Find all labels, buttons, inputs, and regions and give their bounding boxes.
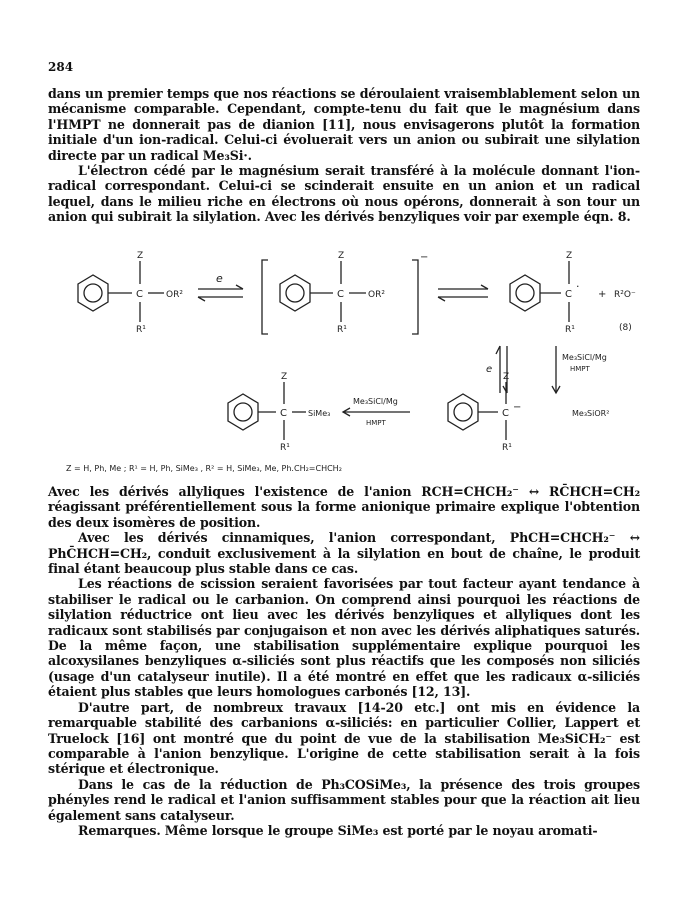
aromatic-circle-3 xyxy=(516,284,534,302)
carbon-label: C xyxy=(280,408,287,419)
solvent-label: HMPT xyxy=(570,365,590,373)
equation-number: (8) xyxy=(619,323,632,333)
bottom-text xyxy=(48,484,640,838)
paragraph: Dans le cas de la réduction de Ph₃COSiMe₃, la présence des trois groupes phényles rend le radical et l'anion suffisamment stables pour que la réaction ait lieu également sans catalyseur. xyxy=(48,776,640,823)
benzene-ring-1 xyxy=(78,275,108,311)
z-label: Z xyxy=(566,251,573,261)
carbon-label: C xyxy=(565,289,572,300)
me3sior2-label: Me₃SiOR² xyxy=(572,409,610,418)
aromatic-circle-5 xyxy=(234,403,252,421)
paragraph: Avec les dérivés allyliques l'existence de l'anion RCH=CHCH₂⁻ ↔ RC̄HCH=CH₂ réagissant préférentiellement sous la forme anionique primaire explique l'obtention des deux isomères de position. xyxy=(48,484,640,530)
aromatic-circle-4 xyxy=(454,403,472,421)
carbon-label: C xyxy=(337,289,344,300)
benzene-ring-3 xyxy=(510,275,540,311)
reaction-scheme xyxy=(48,248,648,478)
r1-label: R¹ xyxy=(136,325,146,335)
paragraph: L'électron cédé par le magnésium serait transféré à la molécule donnant l'ion-radical correspondant. Celui-ci se scinderait ensuite en un anion et un radical lequel, dans le milieu riche en électrons où nous opérons, donnerait à son tour un anion qui subirait la silylation. Avec les dérivés benzyliques voir par exemple éqn. 8. xyxy=(48,163,640,225)
carbon-label: C xyxy=(502,408,509,419)
paragraph: Remarques. Même lorsque le groupe SiMe₃ est porté par le noyau aromati- xyxy=(78,822,598,838)
or2-label: OR² xyxy=(368,290,385,300)
z-label: Z xyxy=(281,372,288,382)
page-number: 284 xyxy=(48,60,74,74)
top-text xyxy=(48,86,640,225)
paragraph: Les réactions de scission seraient favorisées par tout facteur ayant tendance à stabiliser le radical ou le carbanion. On comprend ainsi pourquoi les réactions de silylation réductrice ont lieu avec les dérivés benzyliques et allyliques dont les radicaux sont stabilisés par conjugaison et non avec les dérivés aliphatiques saturés. De la même façon, une stabilisation supplémentaire explique pourquoi les alcoxysilanes benzyliques α-siliciés sont plus réactifs que les composés non siliciés (usage d'un catalyseur inutile). Il a été montré en effet que les radicaux α-siliciés étaient plus stables que leurs homologues carbonés [12, 13]. xyxy=(48,576,640,700)
reagent-label: Me₃SiCl/Mg xyxy=(562,353,607,362)
paragraph: Avec les dérivés cinnamiques, l'anion correspondant, PhCH=CHCH₂⁻ ↔ PhC̄HCH=CH₂, conduit exclusivement à la silylation en bout de chaîne, le produit final étant beaucoup plus stable dans ce cas. xyxy=(48,530,640,577)
r1-label: R¹ xyxy=(565,325,575,335)
benzene-ring-5 xyxy=(228,394,258,430)
r1-label: R¹ xyxy=(502,443,512,453)
r1-label: R¹ xyxy=(337,325,347,335)
radical-dot: · xyxy=(576,280,580,293)
benzene-ring-2 xyxy=(280,275,310,311)
electron-label: e xyxy=(216,272,223,285)
z-label: Z xyxy=(503,372,510,382)
z-label: Z xyxy=(137,251,144,261)
radical-anion-charge: − xyxy=(420,252,429,263)
aromatic-circle-2 xyxy=(286,284,304,302)
benzene-ring-4 xyxy=(448,394,478,430)
substituent-legend: Z = H, Ph, Me ; R¹ = H, Ph, SiMe₃ , R² = H, SiMe₃, Me, Ph.CH₂=CHCH₂ xyxy=(66,464,342,473)
carbon-label: C xyxy=(136,289,143,300)
aromatic-circle-1 xyxy=(84,284,102,302)
r1-label: R¹ xyxy=(280,443,290,453)
paragraph: D'autre part, de nombreux travaux [14-20 etc.] ont mis en évidence la remarquable stabilité des carbanions α-siliciés: en particulier Collier, Lappert et Truelock [16] ont montré que du point de vue de la stabilisation Me₃SiCH₂⁻ est comparable à l'anion benzylique. L'origine de cette stabilisation serait à la fois stérique et électronique. xyxy=(48,699,640,777)
reaction-scheme-svg xyxy=(48,248,648,478)
paragraph: dans un premier temps que nos réactions se déroulaient vraisemblablement selon un mécanisme comparable. Cependant, compte-tenu du fait que le magnésium dans l'HMPT ne donnerait pas de dianion [11], nous envisagerons plutôt la formation initiale d'un ion-radical. Celui-ci évoluerait vers un anion ou subirait une silylation directe par un radical Me₃Si·. xyxy=(48,86,640,163)
carbanion-charge: − xyxy=(513,402,522,413)
plus-sign: + xyxy=(598,289,607,300)
z-label: Z xyxy=(338,251,345,261)
or2-label: OR² xyxy=(166,290,183,300)
sime3-label: SiMe₃ xyxy=(308,409,331,418)
solvent-label: HMPT xyxy=(366,419,386,427)
electron-label: e xyxy=(486,364,493,375)
alkoxide-label: R²O⁻ xyxy=(614,290,636,300)
reagent-label: Me₃SiCl/Mg xyxy=(353,397,398,406)
